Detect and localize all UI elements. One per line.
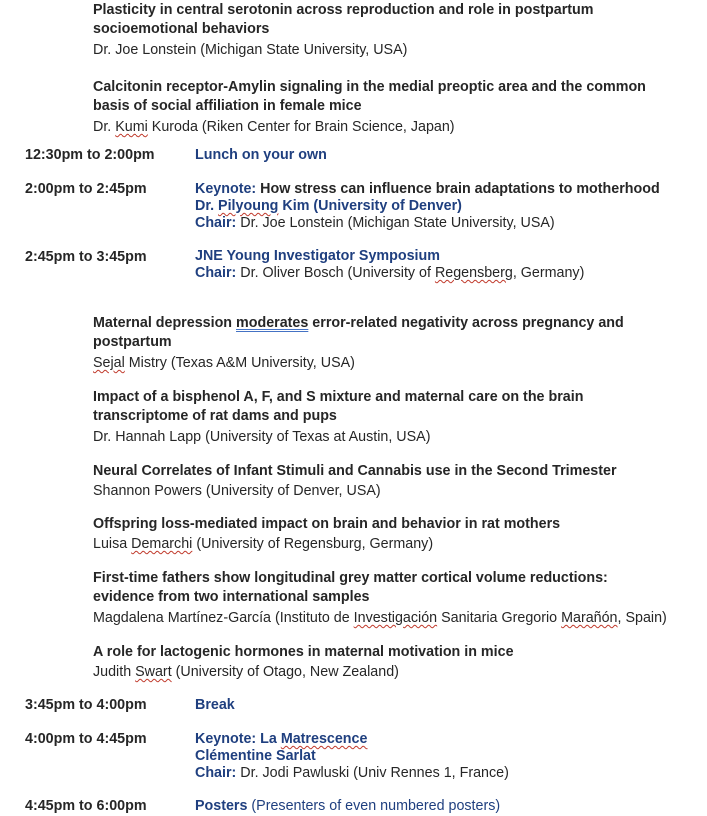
- talk-title: First-time fathers show longitudinal grey matter cortical volume reductions: evidence from two international samples: [93, 570, 608, 605]
- session-time: 4:45pm to 6:00pm: [25, 798, 147, 814]
- session-title: Posters (Presenters of even numbered posters): [195, 798, 501, 814]
- talk-title: Plasticity in central serotonin across reproduction and role in postpartum socioemotional behaviors: [93, 2, 594, 37]
- talk-title: Calcitonin receptor-Amylin signaling in the medial preoptic area and the common basis of social affiliation in female mice: [93, 79, 646, 114]
- posters-note: (Presenters of even numbered posters): [247, 798, 501, 814]
- spellcheck-word: Investigación: [353, 610, 438, 626]
- chair-name: Dr. Jodi Pawluski (Univ Rennes 1, France): [236, 765, 509, 781]
- grammar-word: moderates: [236, 315, 309, 331]
- session-title: Lunch on your own: [195, 147, 327, 163]
- session-time: 3:45pm to 4:00pm: [25, 697, 147, 713]
- symposium-title: JNE Young Investigator Symposium: [195, 248, 440, 264]
- spellcheck-word: Sejal: [93, 355, 125, 371]
- keynote-label: Keynote:: [195, 731, 257, 747]
- talk-author: Sejal Mistry (Texas A&M University, USA): [93, 355, 355, 371]
- talk-author: Judith Swart (University of Otago, New Zealand): [93, 664, 399, 680]
- talk-author: Luisa Demarchi (University of Regensburg, Germany): [93, 536, 434, 552]
- talk-author: Shannon Powers (University of Denver, USA): [93, 483, 381, 499]
- spellcheck-word: Kumi: [115, 119, 148, 135]
- session-title: Break: [195, 697, 235, 713]
- keynote-title: How stress can influence brain adaptations to motherhood: [256, 181, 660, 197]
- chair-name: Dr. Joe Lonstein (Michigan State University, USA): [236, 215, 555, 231]
- session-time: 12:30pm to 2:00pm: [25, 147, 155, 163]
- spellcheck-word: Demarchi: [131, 536, 193, 552]
- talk-title: A role for lactogenic hormones in maternal motivation in mice: [93, 644, 514, 660]
- keynote-speaker: Clémentine Sarlat: [195, 748, 316, 764]
- talk-title: Neural Correlates of Infant Stimuli and Cannabis use in the Second Trimester: [93, 463, 617, 479]
- talk-title: Offspring loss-mediated impact on brain and behavior in rat mothers: [93, 516, 561, 532]
- talk-author: Dr. Hannah Lapp (University of Texas at Austin, USA): [93, 429, 431, 445]
- spellcheck-word: Regensberg: [434, 265, 513, 281]
- talk-author: Magdalena Martínez-García (Instituto de Investigación Sanitaria Gregorio Marañón, Spain): [93, 610, 667, 626]
- session-time: 2:45pm to 3:45pm: [25, 249, 147, 265]
- keynote-label: Keynote:: [195, 181, 257, 197]
- keynote-session: Keynote: How stress can influence brain adaptations to motherhood Dr. Pilyoung Kim (University of Denver) Chair: Dr. Joe Lonstein (Michigan State University, USA): [195, 181, 660, 231]
- spellcheck-word: Swart: [135, 664, 172, 680]
- talk-title: Maternal depression moderates error-related negativity across pregnancy and postpartum: [93, 315, 624, 350]
- keynote-speaker: Dr. Pilyoung Kim (University of Denver): [195, 198, 462, 214]
- keynote-session: Keynote: La Matrescence Clémentine Sarlat Chair: Dr. Jodi Pawluski (Univ Rennes 1, France): [195, 731, 509, 781]
- symposium-session: JNE Young Investigator Symposium Chair: Dr. Oliver Bosch (University of Regensberg, Germany): [195, 248, 585, 281]
- talk-author: Dr. Kumi Kuroda (Riken Center for Brain Science, Japan): [93, 119, 455, 135]
- keynote-title: Matrescence: [280, 731, 368, 747]
- talk-author: Dr. Joe Lonstein (Michigan State University, USA): [93, 42, 408, 58]
- session-time: 2:00pm to 2:45pm: [25, 181, 147, 197]
- session-time: 4:00pm to 4:45pm: [25, 731, 147, 747]
- spellcheck-word: Marañón: [561, 610, 618, 626]
- talk-title: Impact of a bisphenol A, F, and S mixture and maternal care on the brain transcriptome of rat dams and pups: [93, 389, 584, 424]
